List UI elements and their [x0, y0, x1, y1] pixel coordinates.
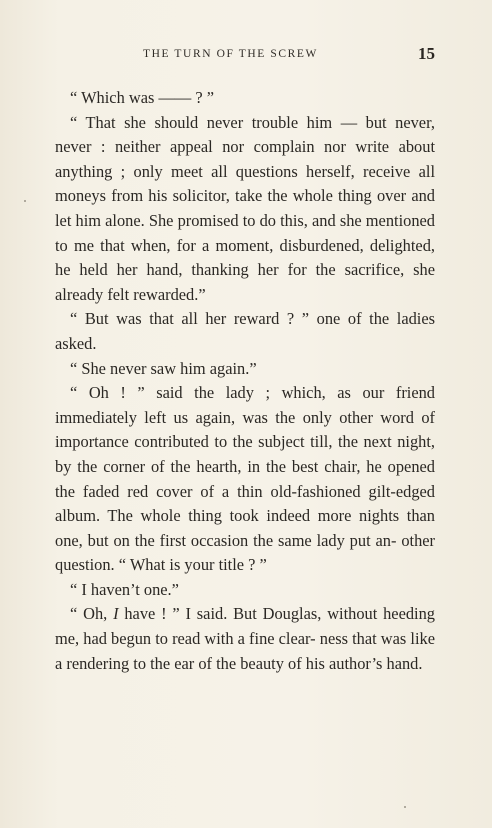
paragraph-douglas-reads: [55, 602, 435, 676]
paragraph-no-title: “ I haven’t one.”: [70, 579, 179, 599]
running-head-title: THE TURN OF THE SCREW: [143, 48, 319, 60]
body-text: [55, 86, 435, 676]
page-number: 15: [418, 44, 435, 63]
paragraph-never-trouble: “ That she should never trouble him — but never, never : neither appeal nor complain nor write about anything ; only meet all questions herself, receive all moneys from his solicitor, take the whole thing over and let him alone. She promised to do this, and she mentioned to me that when, for a moment, disburdened, delighted, he held her hand, thanking her for the sacrifice, she already felt rewarded.”: [55, 112, 435, 304]
paragraph-her-reward: “ But was that all her reward ? ” one of the ladies asked.: [55, 309, 435, 353]
final-paragraph-rest: have ! ” I said. But Douglas, without heeding me, had begun to read with a fine clear- ness that was like a rendering to the ear of the beauty of his author’s hand.: [55, 604, 435, 673]
paragraph-never-saw-him: “ She never saw him again.”: [70, 358, 257, 378]
paragraph-oh-said-the-lady: “ Oh ! ” said the lady ; which, as our friend immediately left us again, was the only other word of importance contributed to the subject till, the next night, by the corner of the hearth, in the best chair, he opened the faded red cover of a thin old-fashioned gilt-edged album. The whole thing took indeed more nights than one, but on the first occasion the same lady put an- other question. “ What is your title ? ”: [55, 383, 435, 575]
paper-speck: [24, 200, 26, 202]
running-head: [55, 44, 435, 66]
paragraph-which-was: “ Which was —— ? ”: [70, 88, 214, 107]
italic-emphasis: I: [113, 604, 119, 624]
final-paragraph-start: “ Oh,: [70, 604, 114, 624]
paper-speck: [404, 806, 406, 808]
